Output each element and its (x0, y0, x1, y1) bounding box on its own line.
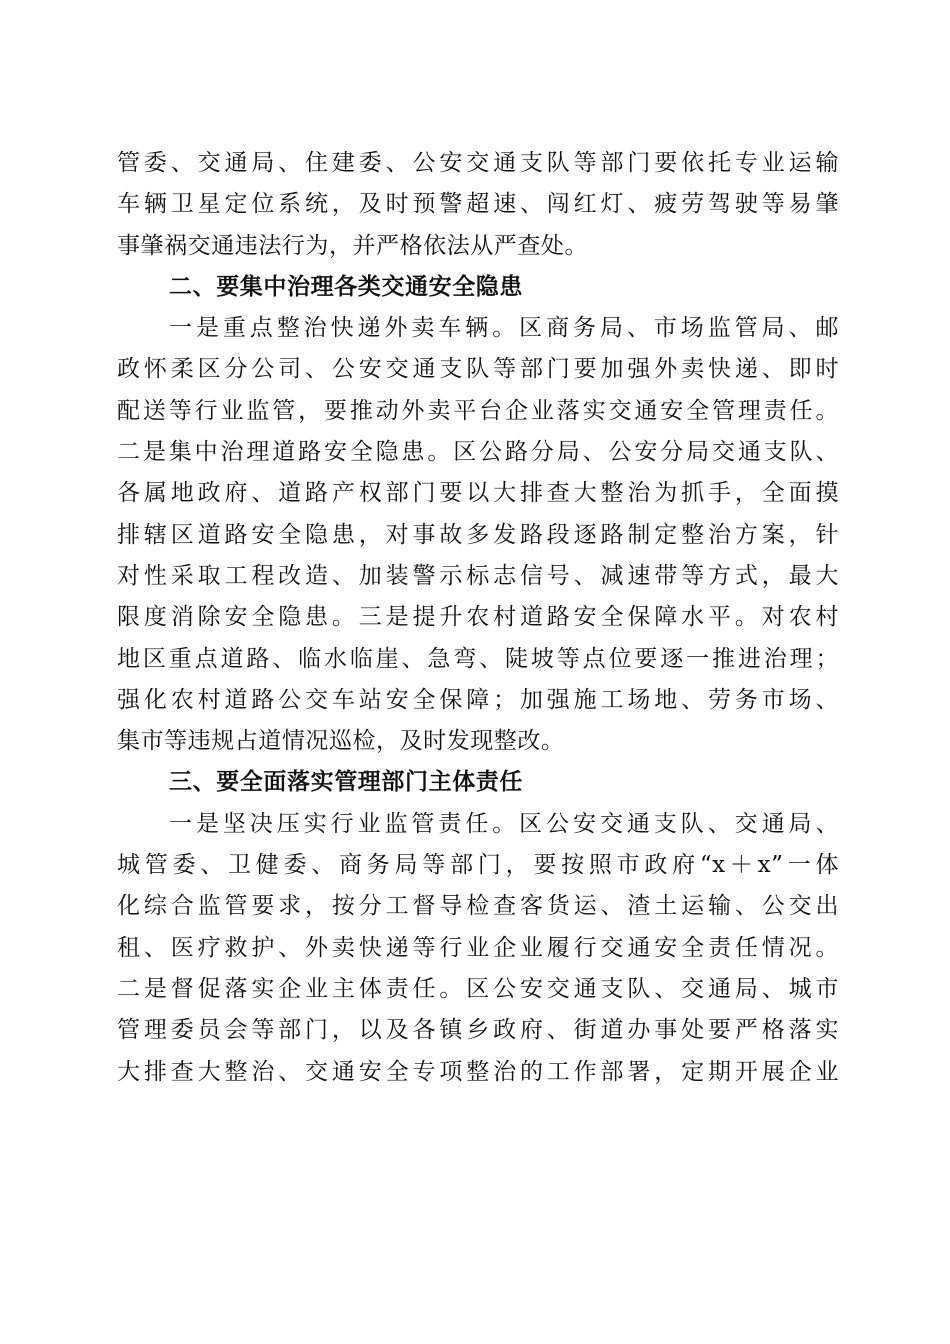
section-heading-3: 三、要全面落实管理部门主体责任 (169, 769, 523, 796)
paragraph-line: 强化农村道路公交车站安全保障；加强施工场地、劳务市场、 (117, 686, 839, 713)
paragraph-line: 集市等违规占道情况巡检，及时发现整改。 (117, 728, 565, 755)
paragraph-2 (117, 308, 839, 762)
paragraph-line: 管理委员会等部门，以及各镇乡政府、街道办事处要严格落实 (117, 1017, 839, 1044)
paragraph-line: 一是重点整治快递外卖车辆。区商务局、市场监管局、邮 (169, 315, 839, 342)
paragraph-line: 化综合监管要求，按分工督导检查客货运、渣土运输、公交出 (117, 893, 839, 920)
section-heading-2: 二、要集中治理各类交通安全隐患 (169, 273, 523, 300)
paragraph-3 (117, 804, 839, 1093)
paragraph-line: 对性采取工程改造、加装警示标志信号、减速带等方式，最大 (117, 562, 839, 589)
paragraph-line: 各属地政府、道路产权部门要以大排查大整治为抓手，全面摸 (117, 480, 839, 507)
paragraph-line: 大排查大整治、交通安全专项整治的工作部署，定期开展企业 (117, 1058, 839, 1085)
paragraph-line: 一是坚决压实行业监管责任。区公安交通支队、交通局、 (169, 810, 839, 837)
paragraph-line: 车辆卫星定位系统，及时预警超速、闯红灯、疲劳驾驶等易肇 (117, 191, 839, 218)
paragraph-line: 管委、交通局、住建委、公安交通支队等部门要依托专业运输 (117, 150, 839, 176)
paragraph-line: 租、医疗救护、外卖快递等行业企业履行交通安全责任情况。 (117, 934, 839, 961)
document-page (117, 143, 839, 1093)
paragraph-line: 城管委、卫健委、商务局等部门，要按照市政府“x＋x”一体 (117, 852, 839, 879)
paragraph-line: 地区重点道路、临水临崖、急弯、陡坡等点位要逐一推进治理； (117, 645, 839, 672)
paragraph-line: 限度消除安全隐患。三是提升农村道路安全保障水平。对农村 (117, 604, 839, 631)
paragraph-line: 二是督促落实企业主体责任。区公安交通支队、交通局、城市 (117, 975, 839, 1002)
paragraph-line: 事肇祸交通违法行为，并严格依法从严查处。 (117, 232, 588, 259)
paragraph-line: 二是集中治理道路安全隐患。区公路分局、公安分局交通支队、 (117, 439, 839, 466)
paragraph-line: 配送等行业监管，要推动外卖平台企业落实交通安全管理责任。 (117, 397, 839, 424)
paragraph-line: 排辖区道路安全隐患，对事故多发路段逐路制定整治方案，针 (117, 521, 839, 548)
paragraph-1 (117, 143, 839, 267)
paragraph-line: 政怀柔区分公司、公安交通支队等部门要加强外卖快递、即时 (117, 356, 839, 383)
